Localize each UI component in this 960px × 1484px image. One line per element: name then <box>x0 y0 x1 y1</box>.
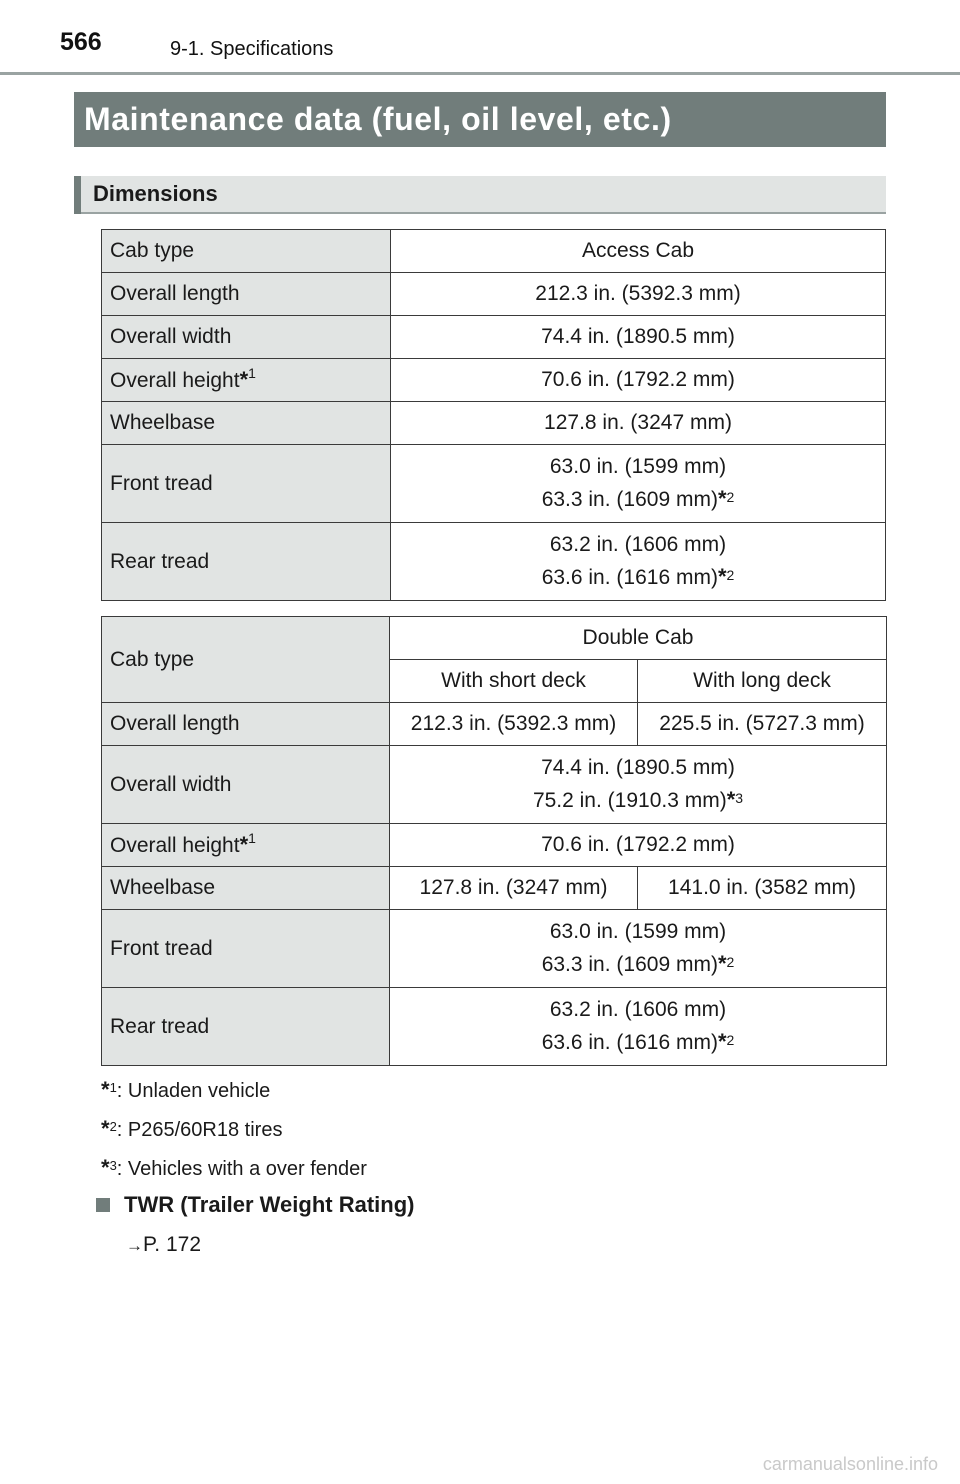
footnote-mark: * <box>726 787 736 812</box>
row-value-short: 212.3 in. (5392.3 mm) <box>390 703 638 746</box>
table-row <box>102 402 886 445</box>
row-value <box>390 910 887 988</box>
row-label: Cab type <box>102 617 390 703</box>
value-line: 63.2 in. (1606 mm) <box>549 533 727 556</box>
row-value-short: 127.8 in. (3247 mm) <box>390 867 638 910</box>
value-line: 63.6 in. (1616 mm) <box>541 566 718 589</box>
row-value: 212.3 in. (5392.3 mm) <box>391 273 886 316</box>
value-line: 74.4 in. (1890.5 mm) <box>541 756 735 779</box>
footnote-mark: * <box>717 564 727 589</box>
footnote-mark: * <box>717 1029 727 1054</box>
row-label: Wheelbase <box>102 867 390 910</box>
value-line: 63.6 in. (1616 mm) <box>541 1031 718 1054</box>
row-value: 74.4 in. (1890.5 mm) <box>391 316 886 359</box>
table-row <box>102 445 886 523</box>
value-line: 63.2 in. (1606 mm) <box>549 998 727 1021</box>
value-line: 63.3 in. (1609 mm) <box>541 953 718 976</box>
footnote <box>101 1111 367 1150</box>
footnotes <box>101 1072 367 1189</box>
row-label: Overall width <box>102 746 390 824</box>
twr-heading <box>96 1192 414 1218</box>
row-value: 127.8 in. (3247 mm) <box>391 402 886 445</box>
twr-heading-label: TWR (Trailer Weight Rating) <box>124 1192 415 1217</box>
footnote <box>101 1150 367 1189</box>
column-header-short-deck: With short deck <box>390 660 638 703</box>
footnote-mark: * <box>239 367 249 392</box>
table-row <box>102 746 887 824</box>
table-row <box>102 316 886 359</box>
footnote-mark: * <box>717 951 727 976</box>
value-line: 63.0 in. (1599 mm) <box>549 920 727 943</box>
table-row <box>102 359 886 402</box>
footnote-number: 1 <box>109 1080 117 1095</box>
row-label: Overall width <box>102 316 391 359</box>
footnote-number: 3 <box>735 790 744 806</box>
row-label: Overall height <box>110 834 240 857</box>
row-value-long: 141.0 in. (3582 mm) <box>638 867 887 910</box>
footnote-number: 1 <box>248 365 256 381</box>
row-value: 70.6 in. (1792.2 mm) <box>390 824 887 867</box>
row-value: 70.6 in. (1792.2 mm) <box>391 359 886 402</box>
column-header-long-deck: With long deck <box>638 660 887 703</box>
row-label: Cab type <box>102 230 391 273</box>
row-label: Front tread <box>102 910 390 988</box>
table-row <box>102 910 887 988</box>
value-line-footnoted <box>391 483 885 516</box>
footnote <box>101 1072 367 1111</box>
section-heading <box>74 176 886 214</box>
footnote-text: : Unladen vehicle <box>116 1080 271 1102</box>
row-value <box>390 746 887 824</box>
footnote-mark: * <box>239 832 249 857</box>
row-value: Access Cab <box>391 230 886 273</box>
footnote-number: 2 <box>109 1119 117 1134</box>
double-cab-table <box>101 616 887 1066</box>
table-row <box>102 703 887 746</box>
value-line-footnoted <box>390 784 886 817</box>
footnote-number: 1 <box>248 830 256 846</box>
header-divider <box>0 72 960 75</box>
row-label-cell <box>102 824 390 867</box>
page-number: 566 <box>60 28 102 56</box>
table-row <box>102 988 887 1066</box>
watermark: carmanualsonline.info <box>762 1454 938 1474</box>
table-row <box>102 230 886 273</box>
footnote-number: 2 <box>726 954 735 970</box>
row-label: Overall length <box>102 703 390 746</box>
footnote-text: : P265/60R18 tires <box>116 1119 283 1141</box>
value-line: 63.3 in. (1609 mm) <box>541 488 718 511</box>
section-heading-label: Dimensions <box>93 181 218 206</box>
row-value: Double Cab <box>390 617 887 660</box>
footnote-number: 2 <box>726 567 735 583</box>
footnote-mark: * <box>717 486 727 511</box>
row-label: Front tread <box>102 445 391 523</box>
footnote-mark: * <box>101 1116 110 1141</box>
row-label: Wheelbase <box>102 402 391 445</box>
table-row <box>102 617 887 660</box>
footnote-mark: * <box>101 1077 110 1102</box>
page-title: Maintenance data (fuel, oil level, etc.) <box>74 92 886 147</box>
value-line-footnoted <box>391 561 885 594</box>
footnote-number: 2 <box>726 489 735 505</box>
row-label: Rear tread <box>102 523 391 601</box>
footnote-text: : Vehicles with a over fender <box>116 1158 367 1180</box>
row-label: Rear tread <box>102 988 390 1066</box>
table-row <box>102 867 887 910</box>
access-cab-table <box>101 229 886 601</box>
table-row <box>102 273 886 316</box>
row-label: Overall height <box>110 369 240 392</box>
footnote-number: 3 <box>109 1158 117 1173</box>
row-label: Overall length <box>102 273 391 316</box>
row-value <box>391 523 886 601</box>
value-line: 75.2 in. (1910.3 mm) <box>532 789 727 812</box>
footnote-mark: * <box>101 1155 110 1180</box>
value-line: 63.0 in. (1599 mm) <box>549 455 727 478</box>
row-label-cell <box>102 359 391 402</box>
footnote-number: 2 <box>726 1032 735 1048</box>
value-line-footnoted <box>390 948 886 981</box>
row-value-long: 225.5 in. (5727.3 mm) <box>638 703 887 746</box>
table-row <box>102 523 886 601</box>
page-reference-label: P. 172 <box>143 1233 202 1256</box>
row-value <box>390 988 887 1066</box>
section-heading-accent <box>74 176 81 214</box>
value-line-footnoted <box>390 1026 886 1059</box>
section-breadcrumb: 9-1. Specifications <box>170 38 334 60</box>
arrow-right-icon: → <box>126 1236 143 1255</box>
row-value <box>391 445 886 523</box>
page-reference-link[interactable] <box>126 1233 201 1257</box>
square-bullet-icon <box>96 1198 110 1212</box>
table-row <box>102 824 887 867</box>
